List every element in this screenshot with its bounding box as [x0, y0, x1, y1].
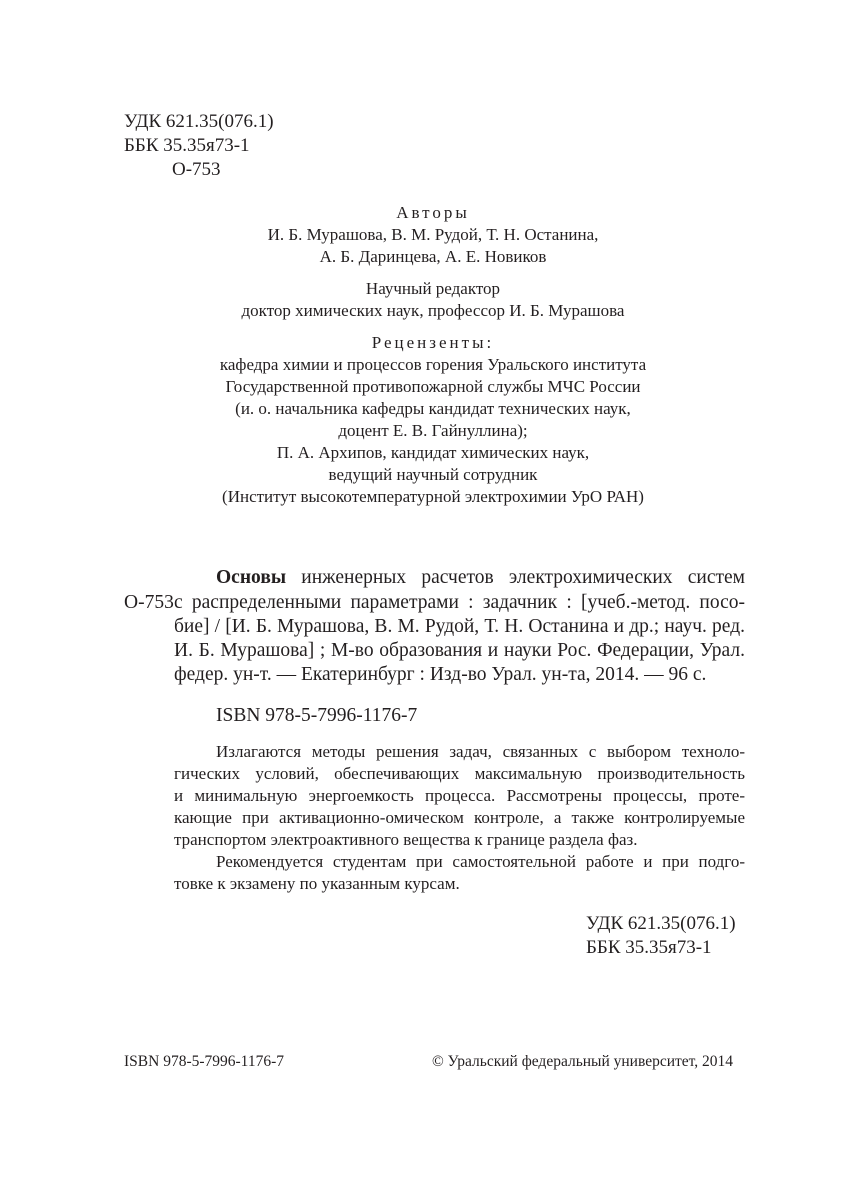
abstract-line: Рекомендуется студентам при самостоятельной работе и при подго-	[216, 852, 745, 871]
catalog-line: И. Б. Мурашова] ; М-во образования и науки Рос. Федерации, Урал.	[174, 640, 745, 661]
reviewer-line: (и. о. начальника кафедры кандидат технических наук,	[235, 399, 631, 418]
authors-line: А. Б. Даринцева, А. Е. Новиков	[319, 247, 547, 266]
editor-name: доктор химических наук, профессор И. Б. Мурашова	[241, 301, 625, 320]
editor-heading: Научный редактор	[365, 279, 501, 298]
reviewers-heading: Рецензенты:	[371, 333, 495, 352]
catalog-title-line	[216, 566, 745, 590]
udk-code: УДК 621.35(076.1)	[124, 111, 274, 132]
abstract-line: Излагаются методы решения задач, связанных с выбором техноло-	[216, 742, 745, 761]
bottom-bbk: ББК 35.35я73-1	[586, 937, 712, 958]
bottom-udk: УДК 621.35(076.1)	[586, 913, 736, 934]
abstract-line: и минимальную энергоемкость процесса. Рассмотрены процессы, проте-	[174, 786, 745, 805]
author-mark: О-753	[172, 159, 221, 180]
catalog-line: с распределенными параметрами : задачник : [учеб.-метод. посо-	[174, 592, 745, 613]
reviewer-line: ведущий научный сотрудник	[328, 465, 538, 484]
reviewer-line: (Институт высокотемпературной электрохимии УрО РАН)	[222, 487, 644, 506]
reviewer-line: кафедра химии и процессов горения Уральского института	[219, 355, 647, 374]
abstract-line: транспортом электроактивного вещества к границе раздела фаз.	[174, 830, 638, 849]
abstract-line: гических условий, обеспечивающих максимальную производительность	[174, 764, 745, 783]
catalog-title-rest: инженерных расчетов электрохимических систем	[286, 567, 745, 588]
catalog-title: Основы	[216, 567, 287, 588]
catalog-mark: О-753	[124, 592, 174, 613]
catalog-isbn: ISBN 978-5-7996-1176-7	[216, 705, 418, 726]
reviewer-line: доцент Е. В. Гайнуллина);	[338, 421, 528, 440]
reviewer-line: П. А. Архипов, кандидат химических наук,	[276, 443, 590, 462]
footer-copyright: © Уральский федеральный университет, 2014	[432, 1053, 734, 1070]
catalog-line: федер. ун-т. — Екатеринбург : Изд-во Урал. ун-та, 2014. — 96 с.	[174, 664, 707, 685]
abstract-line: кающие при активационно-омическом контроле, а также контролируемые	[174, 808, 745, 827]
authors-line: И. Б. Мурашова, В. М. Рудой, Т. Н. Останина,	[267, 225, 599, 244]
footer-isbn: ISBN 978-5-7996-1176-7	[124, 1053, 285, 1070]
catalog-line: бие] / [И. Б. Мурашова, В. М. Рудой, Т. Н. Останина и др.; науч. ред.	[174, 616, 745, 637]
authors-heading: Авторы	[396, 203, 470, 222]
reviewer-line: Государственной противопожарной службы МЧС России	[225, 377, 641, 396]
bbk-code: ББК 35.35я73-1	[124, 135, 250, 156]
abstract-line: товке к экзамену по указанным курсам.	[174, 874, 460, 893]
